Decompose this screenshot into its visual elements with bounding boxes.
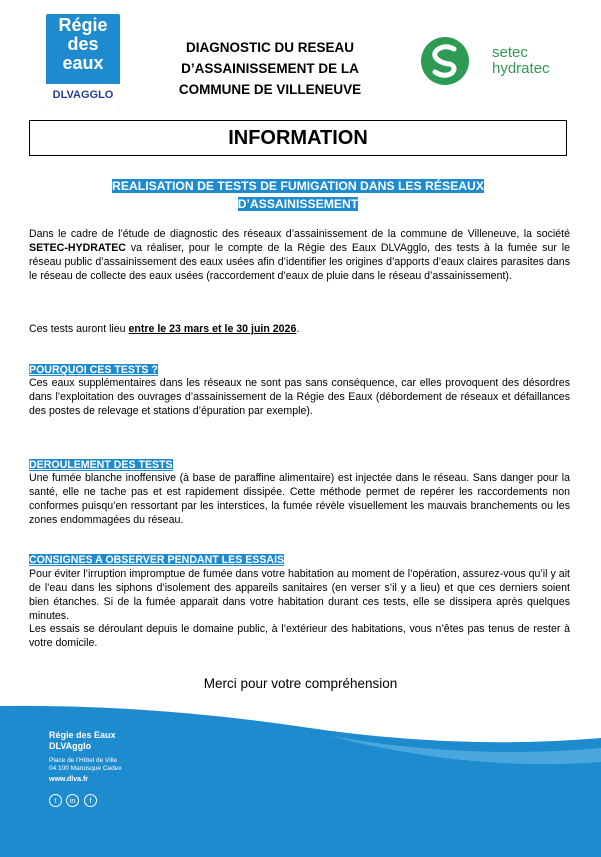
footer-website[interactable]: www.dlva.fr bbox=[49, 776, 89, 783]
setec-hydratec-logo bbox=[420, 36, 570, 86]
subtitle-line2: D’ASSAINISSEMENT bbox=[237, 197, 359, 211]
linkedin-icon[interactable]: in bbox=[66, 794, 79, 807]
section-heading-consignes: CONSIGNES A OBSERVER PENDANT LES ESSAIS bbox=[29, 554, 285, 566]
footer bbox=[0, 700, 601, 857]
regie-des-eaux-logo bbox=[46, 14, 120, 106]
footer-wave-background bbox=[0, 700, 601, 857]
facebook-icon[interactable]: f bbox=[84, 794, 97, 807]
footer-org: Régie des Eaux DLVAgglo bbox=[49, 730, 116, 751]
section-text-consignes-2: Les essais se déroulant depuis le domaine public, à l’extérieur des habitations, vous n’êtes pas tenus de rester à votre domicile. bbox=[29, 623, 570, 649]
thanks-message: Merci pour votre compréhension bbox=[203, 676, 398, 691]
section-text-deroulement: Une fumée blanche inoffensive (à base de paraffine alimentaire) est injectée dans le réseau. Sans danger pour la santé, elle ne tache pas et est rapidement dissipée. Cette méthode permet de repérer les raccordements non conformes puisqu’en ressortant par les interstices, la fumée révèle visuellement les mauvais branchements ou les zones endommagées du réseau. bbox=[29, 472, 570, 526]
section-heading-pourquoi: POURQUOI CES TESTS ? bbox=[29, 364, 158, 376]
company-name: SETEC-HYDRATEC bbox=[29, 242, 126, 254]
subtitle-line1: REALISATION DE TESTS DE FUMIGATION DANS LES RÉSEAUX bbox=[112, 179, 484, 193]
section-heading-deroulement: DEROULEMENT DES TESTS bbox=[29, 459, 173, 471]
twitter-icon[interactable]: t bbox=[49, 794, 62, 807]
setec-s-icon bbox=[420, 36, 472, 86]
page-title: DIAGNOSTIC DU RESEAU D’ASSAINISSEMENT DE LA COMMUNE DE VILLENEUVE bbox=[178, 40, 362, 97]
section-text-consignes: Pour éviter l’irruption impromptue de fumée dans votre habitation au moment de l’opération, assurez-vous qu’il y ait de l’eau dans les siphons d’isolement des appareils sanitaires (en verser s’il y a lieu) et que ces derniers soient bien étanches. Si de la fumée apparait dans votre habitation durant ces tests, elle se dissipera après quelques minutes. bbox=[29, 568, 570, 622]
setec-brand-text: setec hydratec bbox=[492, 44, 550, 77]
subtitle bbox=[29, 177, 567, 213]
dates-paragraph: Ces tests auront lieu entre le 23 mars et le 30 juin 2026. bbox=[29, 323, 300, 335]
logo-text: Régie des eaux bbox=[58, 15, 108, 73]
date-range: entre le 23 mars et le 30 juin 2026 bbox=[128, 323, 297, 335]
intro-paragraph: Dans le cadre de l’étude de diagnostic des réseaux d’assainissement de la commune de Villeneuve, la société SETEC-HYDRATEC va réaliser, pour le compte de la Régie des Eaux DLVAgglo, des tests à la fumée sur le réseau public d’assainissement des eaux usées afin d’identifier les origines d’apports d’eaux claires parasites dans le réseau de collecte des eaux usées (raccordement d’eaux de pluie dans le réseau d’assainissement). bbox=[29, 228, 570, 282]
footer-address: Place de l’Hôtel de Ville 04 100 Manosque Cedex bbox=[49, 757, 122, 772]
information-title-box: INFORMATION bbox=[29, 120, 567, 156]
logo-subtext: DLVAGGLO bbox=[46, 84, 120, 106]
section-text-pourquoi: Ces eaux supplémentaires dans les réseaux ne sont pas sans conséquence, car elles provoquent des désordres dans l’exploitation des ouvrages d’assainissement de la Régie des Eaux (débordement de réseaux et défaillances des postes de relevage et stations d’épuration par exemple). bbox=[29, 377, 570, 417]
